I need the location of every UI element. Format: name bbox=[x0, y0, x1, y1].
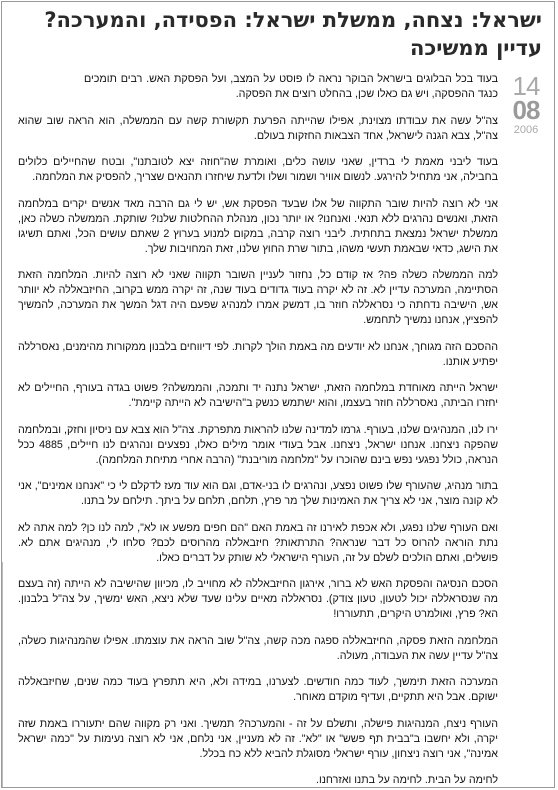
article-body bbox=[18, 72, 498, 788]
paragraph: צה"ל עשה את עבודתו מצוינת, אפילו שהייתה הפרעת תקשורת קשה עם הממשלה, הוא הראה שוב שהוא צה"ל, צבא הגנה לישראל, אחד הצבאות החזקות בעולם. bbox=[18, 114, 498, 142]
paragraph: העורף ניצח, המנהיגות פישלה, ותשלם על זה - והמערכה? תמשיך. ואני רק מקווה שהם יתעוררו באמת שזה יקרה, ולא יחשבו ב"בבית תף פשש" או "לא". זה לא מעניין, אני נלחם, אני לא רוצה נעימות על "כמה ישראל אמינה", אני רוצה ניצחון, עורף ישראלי מסוגלת להביא ללא כח בכלל. bbox=[18, 717, 498, 760]
article-title bbox=[12, 6, 542, 62]
date-day: 14 bbox=[512, 71, 540, 101]
date-badge bbox=[505, 73, 547, 136]
paragraph: בתור מנהיג, שהעורף שלו פשוט נפצע, ונהרגים לו בני-אדם, וגם הוא עוד מעז לדקלם לי כי "אנחנו אמינים", אני לא קונה מוצר, אני לא צריך את האמינות שלך מר פרץ, תלחם, תלחם על ביתך. תילחם על בתנו. bbox=[18, 480, 498, 507]
date-month: 08 bbox=[512, 95, 540, 125]
paragraph: ואם העורף שלנו נפגע, ולא אכפת לאירנו זה באמת האם "הם חפים מפשע או לא", למה לנו כן? למה אתה לא נתת הוראה להרוס כל דבר שנראה? התרתאות? חיזבאללה מהרוסים לכם? סלחו לי, מנהיגים אתם לא. פושלים, ואתם הולכים לשלם על זה, העורף הישראלי לא שותק על דברים כאלו. bbox=[18, 521, 498, 564]
article-title-line-2: עדיין ממשיכה bbox=[409, 36, 542, 60]
paragraph: ישראל הייתה מאוחדת במלחמה הזאת, ישראל נתנה יד ותמכה, והממשלה? פשוט בגדה בעורף, החיילים לא יחזרו הביתה, נאסרללה חוזר בעצמו, והוא ישתמש כנשק ב"הישיבה לא הייתה קיימת". bbox=[18, 382, 498, 409]
paragraph: ירו לנו, המנהיגים שלנו, בעורף. גרמו למדינה שלנו להראות מתפרקת. צה"ל הוא צבא עם ניסיון וחזק, ובמלחמה שהפקה ניצחנו. אנחנו ישראל, ניצחנו. אבל בעודי אומר מילים כאלו, נפצעים ונהרגים לנו חיילים, 4885 ככל הנראה, כולל נפגעי נפש בינם שהוכרו על "מלחמה מוריבנת" (הרבה אחרי מתיחת המלחמה). bbox=[18, 423, 498, 466]
paragraph: ההסכם הזה מגוחך, אנחנו לא יודעים מה באמת הולך לקרות. לפי דיווחים בלבנון ממקורות מהימנים, נאסרללה יפתיע אותנו. bbox=[18, 340, 498, 368]
paragraph: המלחמה הזאת פסקה, החיזבאללה ספגה מכה קשה, צה"ל שוב הראה את עוצמתו. אפילו שהמנהיגות כשלה, צה"ל עדיין עשה את העבודה, מעולה. bbox=[18, 634, 498, 662]
left-border-line bbox=[2, 562, 3, 788]
paragraph: בעוד בכל הבלוגים בישראל הבוקר נראה לו פוסט על המצב, ועל הפסקת האש. רבים תומכים כנגד ההפסקה, ויש גם כאלו שכן, בהחלט רוצים את הפסקה. bbox=[84, 73, 498, 100]
date-year: 2006 bbox=[513, 124, 539, 136]
paragraph: למה הממשלה כשלה פה? אז קודם כל, נחזור לעניין השובר תקווה שאני לא רוצה להיות. המלחמה הזאת הסתיימה, המערכה עדיין לא. זה לא יקרה בעוד גדודים בעוד שנה, זה יקרה ממש בקרוב, החיזבאללה לא יוותר אש, הישיבה נדחתה כי נסראללה חוזר בו, דמשק אמרו למנהיג שפעם היה דגל המשך את המערכה, להמשיך להפציץ, אנחנו נמשיך לתחמש. bbox=[18, 269, 498, 326]
paragraph: הסכם הנסיגה והפסקת האש לא ברור, אירגון החיזבאללה לא מחוייב לו, מכיוון שהישיבה לא הייתה (זה בעצם מה שנסראללה יכול לטעון, טעון צודק). נסראללה מאיים עלינו שעד שלא ניצא, האש ימשיך, על צה"ל בלבנון. הא? פרץ, ואולמרט היקרים, תתעוררו! bbox=[18, 578, 498, 620]
paragraph: בעוד ליבני מאמת לי ברדין, שאני עושה כלים, ואומרת שה"חוזה יצא לטובתנו", ובטח שהחיילים כלולים בחבילה, אני מתחיל להירגע. לנשום אוויר ושמור ושלו ולדעת שיחזרו תהנאים שצריך, להפסיק את המלחמה. bbox=[18, 156, 498, 183]
paragraph: לחימה על הבית. לחימה על בתנו ואזרחנו. bbox=[316, 774, 498, 786]
article-frame bbox=[1, 1, 555, 788]
paragraph: המערכה הזאת תימשך, לעוד כמה חודשים. לצערנו, במידה ולא, היא תתפרץ בעוד כמה שנים, שחיזבאללה ישוקם. אבל היא תתקיים, ועדיף מוקדם מאוחר. bbox=[18, 676, 498, 703]
article-title-line-1: ישראל: נצחה, ממשלת ישראל: הפסידה, והמערכה? bbox=[44, 8, 542, 32]
paragraph: אני לא רוצה להיות שובר התקווה של אלו שבעד הפסקת אש, יש לי גם הרבה מאד אנשים יקרים במלחמה הזאת, ואנשים נהרגים ללא תנאי. ואנחנו? או יותר נכון, מנהלת ההחלטות שלנו? שותקת. הממשלה כשלה כאן, ממשלת ישראל נמצאת בתחתית. ליבני רוצה קרבה, במקום למנוע בערוץ 2 שאתם עושים הכל, ואתם תשיגו את הישג, כדאי שבאמת תעשי משהו, בתור שרת החוץ שלנו, זאת המחויבות שלך. bbox=[18, 197, 498, 255]
